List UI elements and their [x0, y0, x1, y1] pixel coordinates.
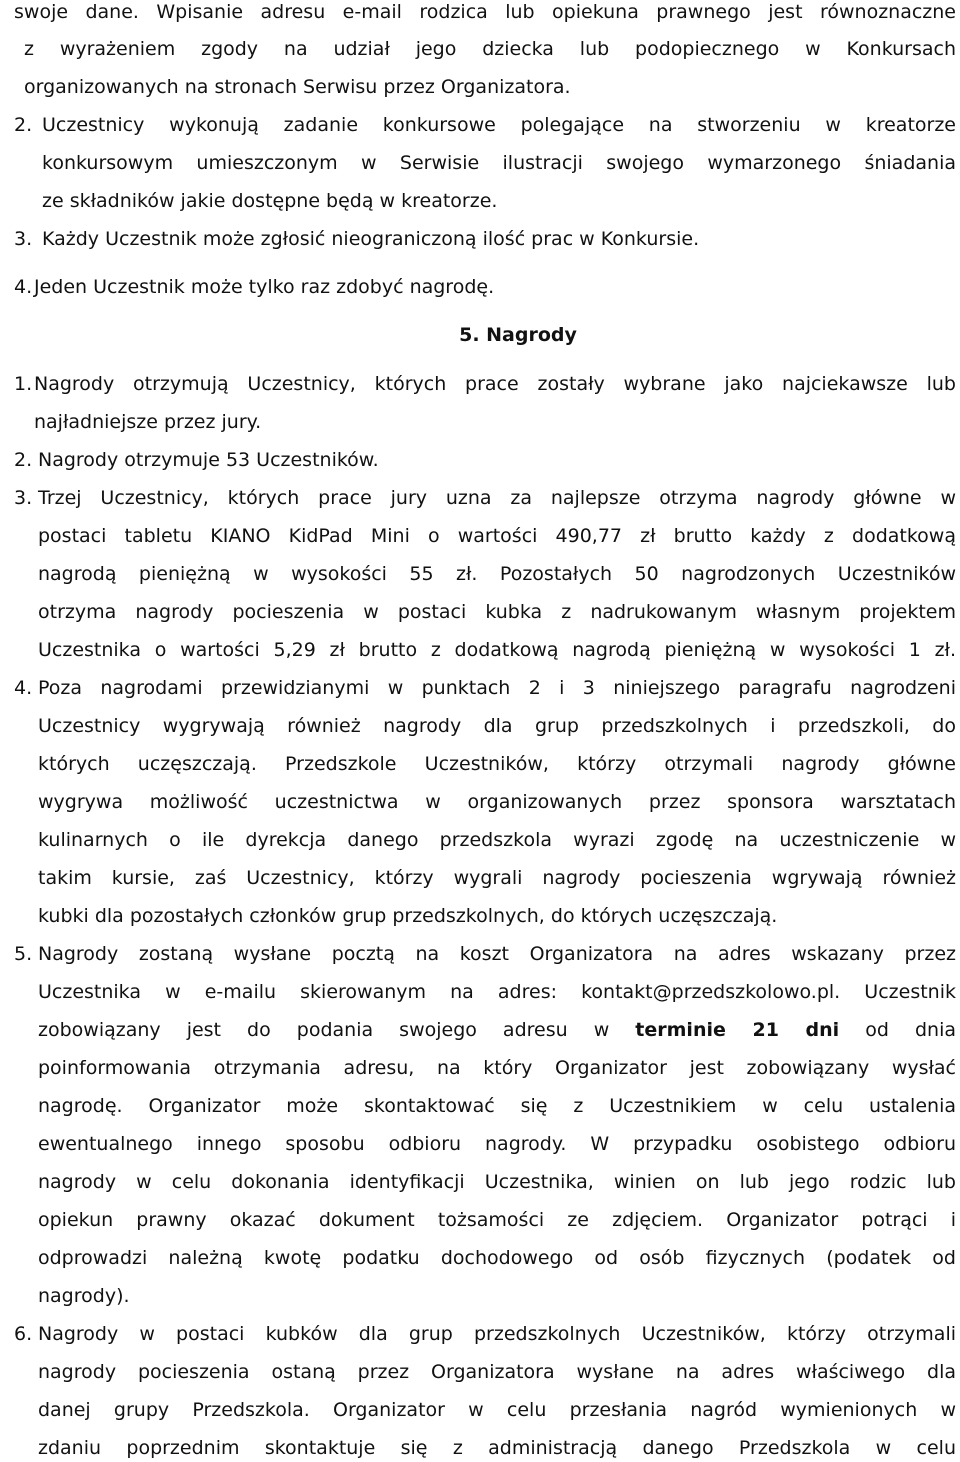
item-number: 2. — [14, 449, 33, 471]
item-line: poinformowania otrzymania adresu, na który Organizator jest zobowiązany wysłać — [38, 1057, 956, 1079]
item-number: 3. — [14, 228, 33, 250]
item-line: danej grupy Przedszkola. Organizator w celu przesłania nagród wymienionych w — [38, 1399, 956, 1421]
deadline-text: terminie 21 dni — [635, 1019, 840, 1041]
item-line: nagrodę. Organizator może skontaktować się z Uczestnikiem w celu ustalenia — [38, 1095, 956, 1117]
item-line: Nagrody zostaną wysłane pocztą na koszt Organizatora na adres wskazany przez — [38, 943, 956, 965]
item-line-with-deadline — [38, 1018, 956, 1042]
item-line: takim kursie, zaś Uczestnicy, którzy wygrali nagrody pocieszenia wgrywają również — [38, 867, 956, 889]
item-number: 2. — [14, 114, 33, 136]
item-line: kubki dla pozostałych członków grup przedszkolnych, do których uczęszczają. — [38, 905, 778, 927]
intro-line-2: z wyrażeniem zgody na udział jego dziecka lub podopiecznego w Konkursach — [24, 38, 956, 60]
intro-line-3: organizowanych na stronach Serwisu przez Organizatora. — [24, 76, 571, 98]
item-line: wygrywa możliwość uczestnictwa w organizowanych przez sponsora warsztatach — [38, 791, 956, 813]
item-line: nagrody). — [38, 1285, 130, 1307]
intro-line-1: swoje dane. Wpisanie adresu e-mail rodzica lub opiekuna prawnego jest równoznaczne — [14, 1, 956, 23]
item-number: 1. — [14, 373, 33, 395]
item-line: postaci tabletu KIANO KidPad Mini o wartości 490,77 zł brutto każdy z dodatkową — [38, 525, 956, 547]
item-number: 3. — [14, 487, 33, 509]
item-line: kulinarnych o ile dyrekcja danego przedszkola wyrazi zgodę na uczestniczenie w — [38, 829, 956, 851]
item-number: 4. — [14, 677, 33, 699]
item-line: Uczestnika o wartości 5,29 zł brutto z dodatkową nagrodą pieniężną w wysokości 1 zł. — [38, 639, 956, 661]
item-line: odprowadzi należną kwotę podatku dochodowego od osób fizycznych (podatek od — [38, 1247, 956, 1269]
item-line: konkursowym umieszczonym w Serwisie ilustracji swojego wymarzonego śniadania — [42, 152, 956, 174]
item-line: Trzej Uczestnicy, których prace jury uzna za najlepsze otrzyma nagrody główne w — [38, 487, 956, 509]
item-number: 4. — [14, 276, 33, 298]
item-line: Jeden Uczestnik może tylko raz zdobyć nagrodę. — [34, 276, 495, 298]
item-line: Nagrody w postaci kubków dla grup przedszkolnych Uczestników, którzy otrzymali — [38, 1323, 956, 1345]
item-line: Poza nagrodami przewidzianymi w punktach 2 i 3 niniejszego paragrafu nagrodzeni — [38, 677, 956, 699]
item-line: Nagrody otrzymuje 53 Uczestników. — [38, 449, 379, 471]
item-line: których uczęszczają. Przedszkole Uczestników, którzy otrzymali nagrody główne — [38, 753, 956, 775]
item-line: zdaniu poprzednim skontaktuje się z administracją danego Przedszkola w celu — [38, 1437, 956, 1459]
item-line: opiekun prawny okazać dokument tożsamości ze zdjęciem. Organizator potrąci i — [38, 1209, 956, 1231]
item-line: otrzyma nagrody pocieszenia w postaci kubka z nadrukowanym własnym projektem — [38, 601, 956, 623]
item-number: 6. — [14, 1323, 33, 1345]
item-text: od dnia — [839, 1019, 957, 1041]
item-text: zobowiązany jest do podania swojego adresu w — [38, 1019, 636, 1041]
item-line: najładniejsze przez jury. — [34, 411, 262, 433]
item-line: nagrody w celu dokonania identyfikacji Uczestnika, winien on lub jego rodzic lub — [38, 1171, 956, 1193]
item-line: Uczestnicy wygrywają również nagrody dla grup przedszkolnych i przedszkoli, do — [38, 715, 956, 737]
item-line: Każdy Uczestnik może zgłosić nieograniczoną ilość prac w Konkursie. — [42, 228, 700, 250]
section-heading: 5. Nagrody — [459, 324, 577, 346]
item-number: 5. — [14, 943, 33, 965]
item-line: nagrody pocieszenia ostaną przez Organizatora wysłane na adres właściwego dla — [38, 1361, 956, 1383]
item-line: ewentualnego innego sposobu odbioru nagrody. W przypadku osobistego odbioru — [38, 1133, 956, 1155]
item-line: nagrodą pieniężną w wysokości 55 zł. Pozostałych 50 nagrodzonych Uczestników — [38, 563, 956, 585]
item-line: ze składników jakie dostępne będą w kreatorze. — [42, 190, 498, 212]
item-line: Uczestnika w e-mailu skierowanym na adres: kontakt@przedszkolowo.pl. Uczestnik — [38, 981, 956, 1003]
item-line: Uczestnicy wykonują zadanie konkursowe polegające na stworzeniu w kreatorze — [42, 114, 956, 136]
item-line: Nagrody otrzymują Uczestnicy, których prace zostały wybrane jako najciekawsze lub — [34, 373, 956, 395]
